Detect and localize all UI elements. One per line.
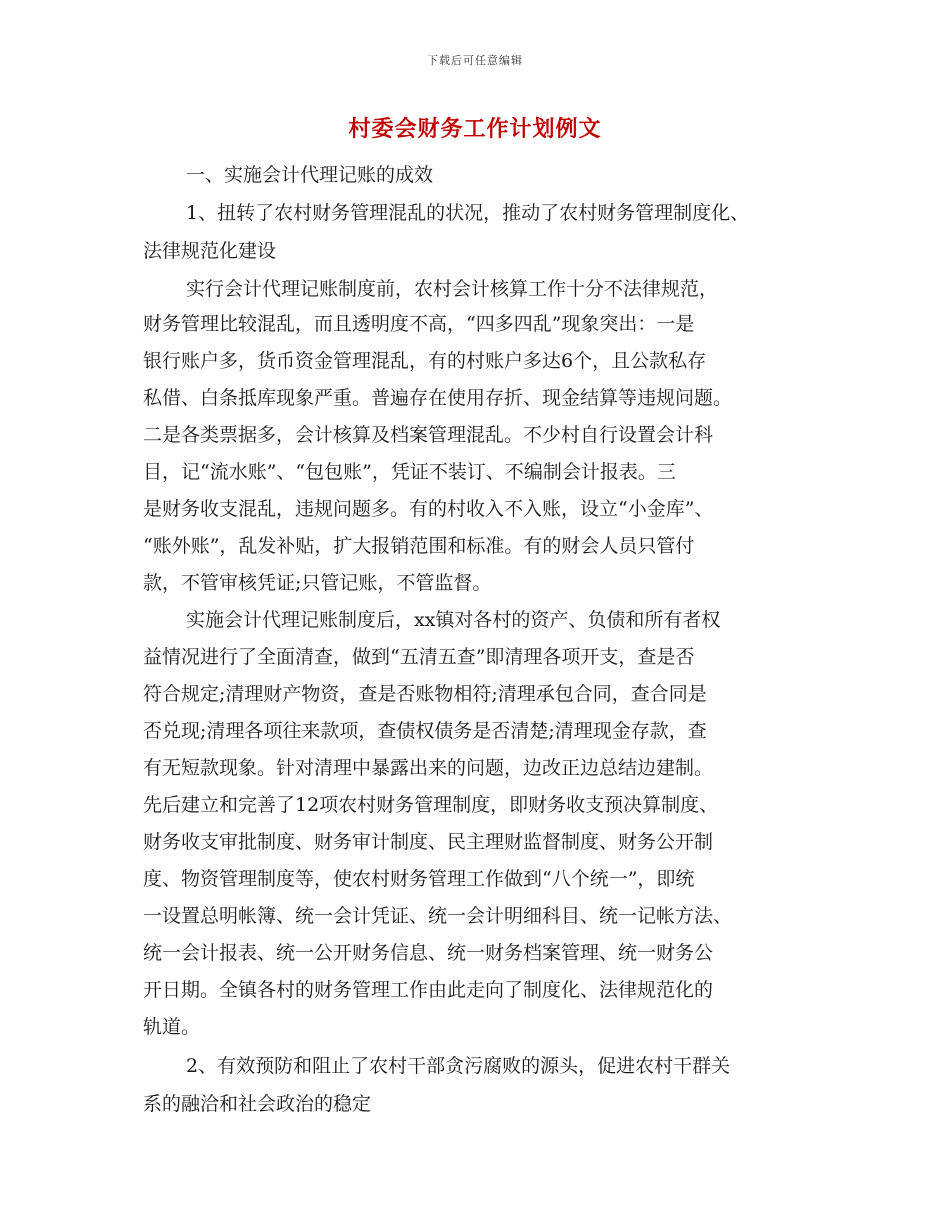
paragraph-line: 符合规定;清理财产物资，查是否账物相符;清理承包合同，查合同是 (143, 683, 707, 705)
paragraph-line: 款，不管审核凭证;只管记账，不管监督。 (143, 572, 492, 594)
paragraph-line: 是财务收支混乱，违规问题多。有的村收入不入账，设立“小金库”、 (143, 498, 714, 520)
paragraph-line: 轨道。 (143, 1016, 201, 1038)
paragraph-line: 实行会计代理记账制度前，农村会计核算工作十分不法律规范， (186, 278, 719, 300)
paragraph-line: 开日期。全镇各村的财务管理工作由此走向了制度化、法律规范化的 (143, 979, 714, 1001)
paragraph-line: 先后建立和完善了12项农村财务管理制度，即财务收支预决算制度、 (143, 794, 719, 816)
subheading-1-line-1: 1、扭转了农村财务管理混乱的状况，推动了农村财务管理制度化、 (186, 202, 750, 224)
paragraph-line: 财务收支审批制度、财务审计制度、民主理财监督制度、财务公开制 (143, 831, 714, 853)
paragraph-line: “账外账”，乱发补贴，扩大报销范围和标准。有的财会人员只管付 (143, 535, 695, 557)
paragraph-line: 有无短款现象。针对清理中暴露出来的问题，边改正边总结边建制。 (143, 757, 714, 779)
paragraph-line: 否兑现;清理各项往来款项，查债权债务是否清楚;清理现金存款，查 (143, 720, 707, 742)
paragraph-line: 统一会计报表、统一公开财务信息、统一财务档案管理、统一财务公 (143, 942, 714, 964)
paragraph-line: 目，记“流水账”、“包包账”，凭证不装订、不编制会计报表。三 (143, 461, 676, 483)
subheading-2-line-2: 系的融洽和社会政治的稳定 (143, 1093, 372, 1115)
paragraph-line: 财务管理比较混乱，而且透明度不高，“四多四乱”现象突出：一是 (143, 313, 695, 335)
document-title: 村委会财务工作计划例文 (348, 116, 602, 142)
header-note: 下载后可任意编辑 (427, 54, 523, 67)
paragraph-line: 益情况进行了全面清查，做到“五清五查”即清理各项开支，查是否 (143, 646, 695, 668)
paragraph-line: 私借、白条抵库现象严重。普遍存在使用存折、现金结算等违规问题。 (143, 387, 733, 409)
paragraph-line: 度、物资管理制度等，使农村财务管理工作做到“八个统一”，即统 (143, 868, 695, 890)
section-heading-1: 一、实施会计代理记账的成效 (186, 164, 434, 186)
paragraph-line: 一设置总明帐簿、统一会计凭证、统一会计明细科目、统一记帐方法、 (143, 905, 733, 927)
subheading-2-line-1: 2、有效预防和阻止了农村干部贪污腐败的源头，促进农村干群关 (186, 1055, 731, 1077)
paragraph-line: 实施会计代理记账制度后，xx镇对各村的资产、负债和所有者权 (186, 609, 721, 631)
paragraph-line: 银行账户多，货币资金管理混乱，有的村账户多达6个，且公款私存 (143, 350, 707, 372)
paragraph-line: 二是各类票据多，会计核算及档案管理混乱。不少村自行设置会计科 (143, 424, 714, 446)
subheading-1-line-2: 法律规范化建设 (143, 240, 277, 262)
